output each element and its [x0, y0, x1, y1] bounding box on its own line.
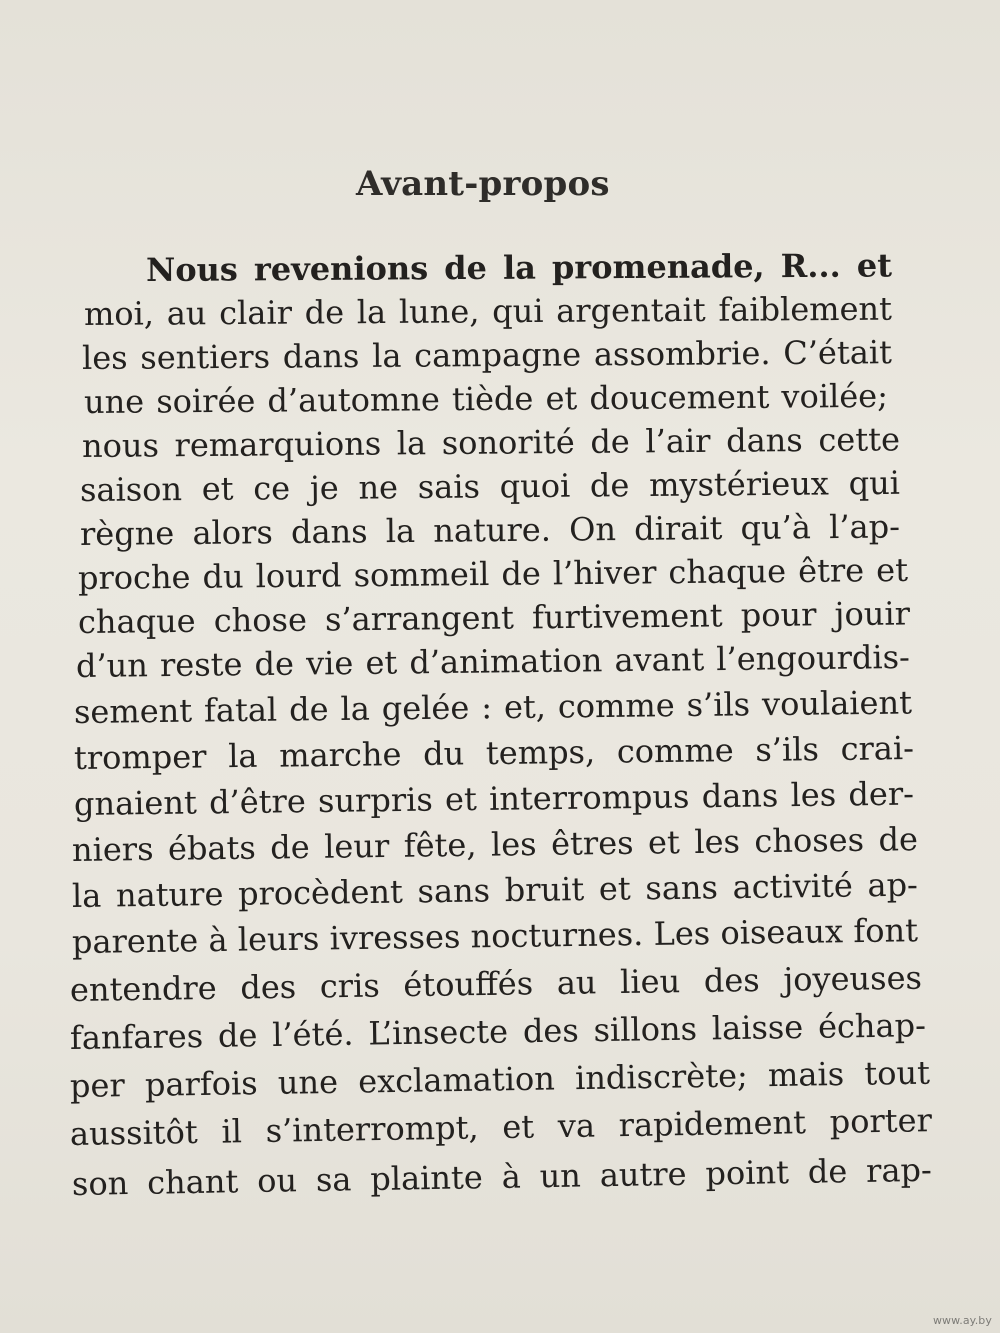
text-word: rapidement	[618, 1103, 807, 1145]
text-word: une	[83, 382, 145, 421]
text-line	[69, 1053, 931, 1105]
text-line	[83, 376, 889, 421]
text-word: jouir	[834, 594, 911, 634]
text-word: dans	[282, 337, 360, 376]
text-word: et	[875, 550, 909, 590]
text-word: l’été.	[271, 1014, 354, 1054]
text-word: et	[545, 379, 578, 418]
text-word: lourd	[255, 556, 342, 596]
text-word: s’ils	[686, 685, 751, 725]
text-word: revenions	[253, 249, 429, 289]
text-word: cette	[818, 420, 901, 459]
text-word: remarquions	[174, 424, 382, 465]
text-word: de	[254, 644, 295, 684]
text-word: de	[590, 422, 630, 461]
text-word: d’automne	[267, 380, 440, 420]
text-word: et	[444, 780, 478, 819]
text-word: ivresses	[329, 917, 461, 958]
text-word: voilée;	[781, 376, 889, 416]
text-word: soirée	[156, 381, 256, 421]
text-word: être	[797, 551, 865, 590]
text-line	[73, 729, 915, 777]
text-word: une	[277, 1062, 339, 1102]
text-word: alors	[192, 513, 273, 552]
text-word: l’engourdis-	[716, 637, 911, 679]
text-word: sans	[645, 868, 719, 908]
text-line	[81, 420, 901, 465]
text-word: joyeuses	[783, 958, 923, 999]
text-word: crai-	[840, 729, 915, 768]
text-word: de	[288, 690, 329, 729]
text-word: la	[227, 736, 258, 776]
text-word: la	[502, 248, 537, 287]
text-word: porter	[829, 1101, 933, 1141]
text-word: du	[202, 557, 244, 596]
text-word: des	[703, 961, 760, 1000]
text-line	[77, 594, 911, 641]
text-word: règne	[79, 514, 175, 553]
text-line	[83, 289, 893, 333]
text-word: l’ap-	[828, 507, 901, 547]
text-line	[69, 958, 923, 1009]
text-word: comme	[557, 686, 675, 726]
text-word: et	[201, 469, 234, 508]
text-word: sillons	[593, 1009, 698, 1050]
text-word: des	[522, 1011, 580, 1051]
text-word: un	[539, 1156, 582, 1196]
text-word: dans	[725, 421, 803, 460]
text-word: laisse	[711, 1007, 804, 1048]
text-line	[75, 637, 911, 685]
text-word: de	[270, 827, 310, 867]
text-word: je	[309, 468, 339, 507]
text-word: furtivement	[531, 596, 723, 637]
text-line	[71, 1150, 933, 1203]
text-word: tiède	[451, 379, 534, 419]
text-word: avant	[614, 640, 705, 680]
text-word: :	[480, 688, 493, 727]
text-line	[145, 246, 893, 289]
text-word: êtres	[550, 823, 634, 863]
text-word: dirait	[633, 509, 723, 548]
text-word: clair	[219, 293, 293, 333]
text-word: chose	[213, 600, 308, 640]
text-line	[79, 507, 901, 553]
text-word: de	[807, 1152, 848, 1191]
watermark: www.ay.by	[932, 1314, 992, 1327]
text-word: de	[304, 293, 345, 332]
text-word: de	[444, 248, 488, 288]
text-word: l’air	[645, 421, 711, 461]
text-word: du	[422, 734, 465, 773]
text-line	[73, 683, 913, 731]
text-word: exclamation	[357, 1059, 556, 1101]
text-word: qui	[492, 291, 544, 331]
text-word: la	[396, 424, 427, 463]
text-word: font	[853, 911, 919, 951]
text-word: de	[878, 820, 919, 859]
text-word: de	[501, 554, 541, 593]
text-line	[71, 911, 919, 961]
text-word: la	[385, 511, 416, 551]
text-word: chaque	[77, 601, 196, 641]
text-word: moi,	[83, 294, 155, 333]
text-word: On	[568, 510, 617, 549]
text-word: et	[365, 643, 398, 682]
text-word: reste	[159, 645, 243, 685]
text-word: parfois	[144, 1064, 258, 1104]
text-word: sement	[73, 691, 193, 731]
text-word: leur	[323, 826, 390, 866]
text-word: et,	[503, 687, 547, 727]
text-word: fanfares	[69, 1017, 204, 1057]
text-word: et	[856, 246, 893, 285]
text-word: s’ils	[755, 730, 820, 769]
text-word: et	[647, 823, 681, 862]
text-word: gnaient	[73, 783, 198, 823]
text-word: va	[557, 1106, 596, 1146]
text-line	[77, 550, 909, 597]
text-word: fête,	[403, 825, 477, 865]
text-word: niers	[71, 829, 154, 869]
text-word: sa	[315, 1160, 352, 1199]
text-word: bruit	[504, 870, 585, 910]
text-word: R...	[780, 246, 841, 286]
text-word: der-	[848, 774, 915, 814]
text-word: la	[372, 336, 402, 375]
text-word: ce	[253, 469, 291, 508]
text-word: étouffés	[403, 964, 534, 1005]
text-word: d’animation	[409, 641, 603, 682]
text-word: sonorité	[441, 422, 575, 463]
text-word: temps,	[485, 732, 596, 773]
text-word: gelée	[381, 688, 470, 728]
text-line	[81, 333, 893, 377]
text-word: de	[217, 1016, 258, 1055]
text-line	[71, 865, 919, 915]
text-line	[69, 1101, 933, 1153]
text-word: les	[694, 822, 741, 861]
text-word: quoi	[499, 466, 571, 506]
text-word: doucement	[589, 377, 770, 418]
text-word: surpris	[317, 780, 434, 820]
text-word: sentiers	[140, 337, 271, 377]
text-word: L’insecte	[368, 1012, 509, 1053]
text-word: ne	[358, 468, 399, 507]
text-word: ou	[256, 1161, 298, 1200]
text-word: choses	[754, 820, 865, 861]
text-word: assombrie.	[593, 334, 771, 374]
text-word: la	[356, 292, 387, 332]
text-word: au	[556, 963, 597, 1002]
text-word: autre	[599, 1154, 687, 1195]
text-word: saison	[79, 470, 183, 509]
text-word: argentait	[556, 290, 706, 330]
text-word: mais	[767, 1054, 845, 1095]
text-word: vie	[305, 643, 354, 683]
text-word: cris	[319, 966, 380, 1006]
text-word: proche	[77, 557, 191, 597]
text-word: échap-	[817, 1006, 927, 1046]
text-word: chant	[146, 1162, 239, 1202]
text-word: fatal	[203, 690, 278, 730]
text-word: rap-	[865, 1150, 933, 1190]
text-word: lune,	[398, 292, 480, 331]
text-word: qu’à	[740, 508, 812, 547]
text-word: les	[81, 338, 128, 377]
text-word: indiscrète;	[574, 1056, 749, 1098]
text-word: Les	[653, 914, 711, 953]
text-word: les	[490, 825, 537, 864]
text-word: faiblement	[718, 289, 893, 329]
text-word: et	[598, 869, 631, 908]
text-line	[79, 463, 901, 509]
text-word: à	[501, 1157, 522, 1196]
text-word: au	[166, 294, 207, 333]
text-word: d’être	[208, 782, 306, 822]
text-word: les	[790, 775, 837, 815]
text-word: s’arrangent	[324, 598, 515, 639]
text-word: et	[502, 1107, 535, 1147]
text-word: pour	[740, 595, 817, 635]
text-word: sais	[417, 467, 481, 507]
text-word: promenade,	[551, 247, 765, 287]
text-word: il	[221, 1112, 243, 1151]
text-word: comme	[616, 731, 734, 771]
bleed-through-text	[0, 0, 1000, 260]
text-word: per	[69, 1066, 126, 1105]
text-word: de	[589, 466, 630, 505]
text-word: point	[705, 1153, 790, 1193]
text-word: la	[340, 689, 370, 728]
text-word: procèdent	[237, 872, 404, 913]
text-word: la	[71, 876, 102, 915]
text-word: tout	[864, 1053, 931, 1093]
text-word: leurs	[237, 919, 320, 959]
text-word: l’hiver	[552, 553, 657, 593]
text-word: nous	[81, 426, 160, 465]
text-word: marche	[278, 735, 402, 775]
text-word: interrompus	[488, 777, 690, 818]
text-word: nature.	[433, 510, 552, 550]
text-word: activité	[732, 866, 854, 907]
text-line	[73, 774, 915, 823]
text-word: mystérieux	[648, 464, 830, 505]
text-word: aussitôt	[69, 1112, 199, 1153]
text-word: plainte	[370, 1158, 484, 1199]
text-word: Nous	[145, 250, 238, 289]
text-word: nature	[115, 874, 224, 915]
text-word: nocturnes.	[470, 915, 644, 956]
text-word: campagne	[414, 335, 582, 375]
text-word: sans	[417, 871, 491, 911]
text-word: s’interrompt,	[265, 1108, 479, 1150]
text-line	[69, 1006, 927, 1057]
text-word: d’un	[75, 646, 149, 685]
text-word: son	[71, 1164, 129, 1203]
text-word: sommeil	[353, 554, 490, 595]
text-word: voulaient	[761, 683, 913, 724]
text-word: C’était	[783, 333, 893, 372]
text-word: entendre	[69, 968, 217, 1009]
text-word: dans	[290, 512, 368, 552]
text-word: chaque	[668, 552, 787, 592]
text-word: des	[240, 967, 297, 1007]
text-word: à	[208, 920, 228, 960]
text-line	[71, 820, 919, 869]
text-word: dans	[701, 776, 779, 816]
text-word: parente	[71, 921, 199, 961]
text-word: qui	[848, 463, 901, 503]
text-word: lieu	[619, 962, 681, 1002]
text-word: ap-	[867, 865, 919, 905]
text-word: oiseaux	[720, 912, 844, 952]
text-word: tromper	[73, 737, 207, 777]
text-word: ébats	[167, 828, 257, 868]
page-title: Avant-propos	[356, 164, 610, 204]
